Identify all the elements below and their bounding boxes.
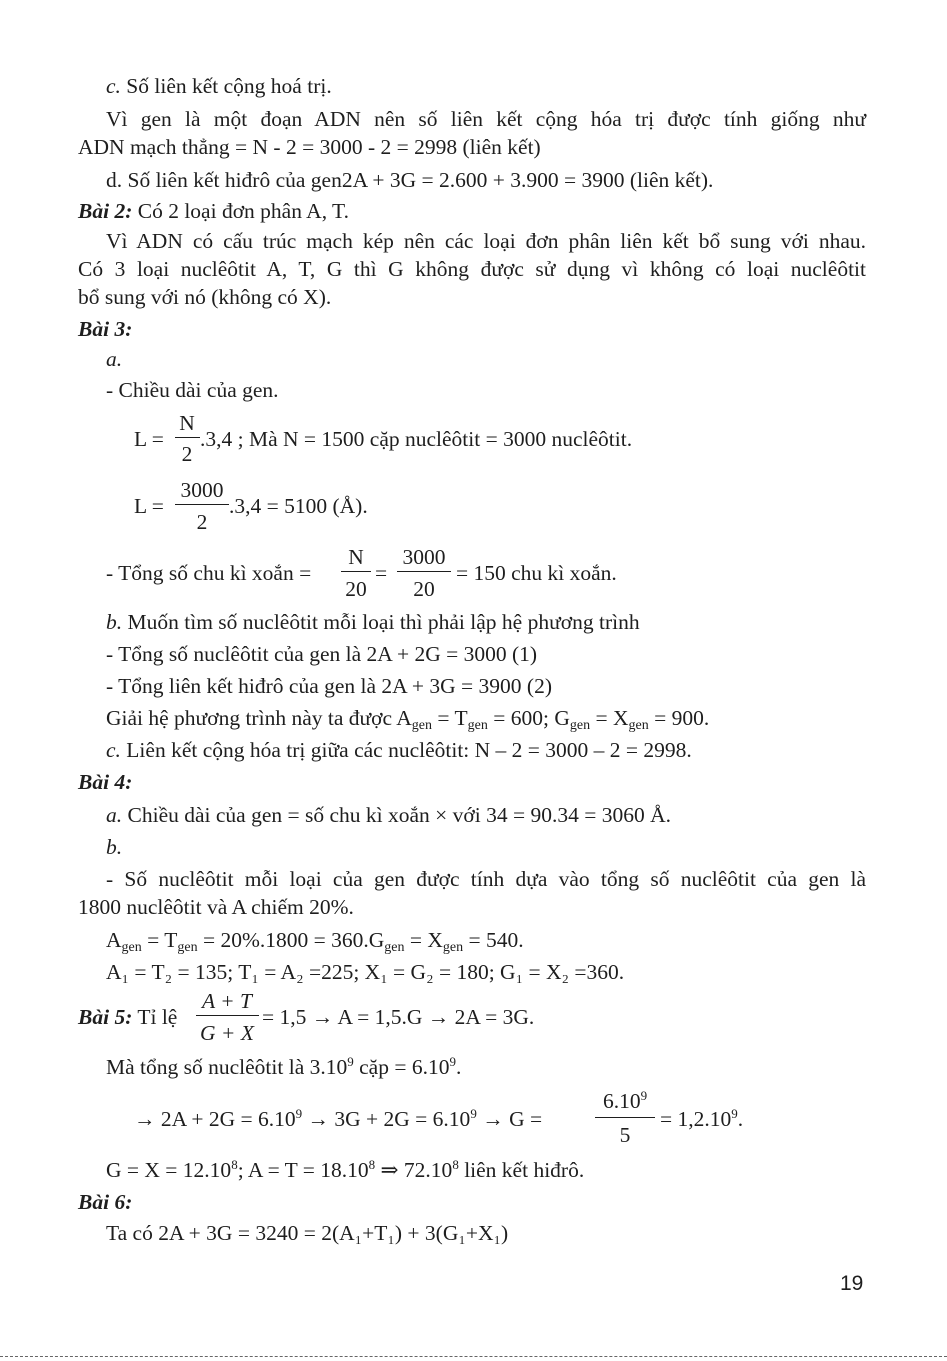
- item-label: c.: [106, 74, 121, 98]
- fraction-denominator: 2: [196, 510, 208, 534]
- formula-lhs: - Tổng số chu kì xoắn =: [106, 561, 312, 585]
- equation-line: A₁ = T₂ = 135; T₁ = A₂ =225; X₁ = G₂ = 180; G₁ = X₂ =360.: [106, 960, 625, 984]
- item-label: b.: [106, 610, 123, 634]
- fraction-bar: [397, 571, 451, 572]
- fraction-numerator: N: [348, 545, 364, 569]
- fraction-denominator: 2: [181, 442, 193, 466]
- item-a-line: [106, 802, 671, 828]
- formula-lhs: L =: [134, 427, 164, 451]
- fraction-bar: [175, 437, 200, 438]
- exercise-text: Tỉ lệ: [132, 1005, 178, 1029]
- equation-line: → $2A + 2G = 6.10^9 \to 3G + 2G = 6.10^9 \to G$ =: [134, 1106, 543, 1131]
- formula-rest: .3,4 = 5100 (Å).: [229, 494, 368, 518]
- item-b-line: [106, 609, 640, 635]
- exercise-label: Bài 5:: [78, 1005, 133, 1029]
- exercise-text: Có 2 loại đơn phân A, T.: [132, 199, 349, 223]
- paragraph-line: - Tổng số nuclêôtit của gen là 2A + 2G = 3000 (1): [106, 642, 538, 666]
- equation-line: Ta có 2A + 3G = 3240 = 2(A₁+T₁) + 3(G₁+X₁): [106, 1221, 509, 1245]
- fraction-denominator: 20: [345, 577, 367, 601]
- formula-lhs: L =: [134, 494, 164, 518]
- equation-line: $G = X = 12.10^8$; $A = T = 18.10^8$ ⇒ 72.10$^8$ liên kết hiđrô.: [106, 1157, 585, 1182]
- bottom-rule: [0, 1356, 947, 1357]
- formula-rest: = 1,5 → A = 1,5.G → 2A = 3G.: [262, 1005, 535, 1029]
- fraction-numerator: 3000: [402, 545, 446, 569]
- formula-rest: = 150 chu kì xoắn.: [456, 561, 617, 585]
- paragraph-line: - Tổng liên kết hiđrô của gen là 2A + 3G = 3900 (2): [106, 674, 552, 698]
- exercise-6-heading: Bài 6:: [78, 1190, 133, 1214]
- exercise-label: Bài 2:: [78, 199, 133, 223]
- item-text: Chiều dài của gen = số chu kì xoắn × với 34 = 90.34 = 3060 Å.: [122, 803, 672, 827]
- exercise-3-heading: Bài 3:: [78, 317, 133, 341]
- paragraph-line: bổ sung với nó (không có X).: [78, 285, 332, 309]
- exercise-2-heading: [78, 198, 349, 224]
- heading-text: Số liên kết cộng hoá trị.: [120, 74, 332, 98]
- paragraph-line: Mà tổng số nuclêôtit là 3.10$^9$ cặp = $6.10^9$.: [106, 1054, 462, 1079]
- exercise-5-heading: [78, 1004, 177, 1030]
- paragraph-line: 1800 nuclêôtit và A chiếm 20%.: [78, 895, 354, 919]
- equals-sign: =: [375, 561, 388, 585]
- section-d-line: d. Số liên kết hiđrô của gen2A + 3G = 2.600 + 3.900 = 3900 (liên kết).: [106, 168, 714, 192]
- fraction-numerator: 6.10$^9$: [602, 1088, 648, 1113]
- fraction-numerator: 3000: [180, 478, 224, 502]
- fraction-bar: [175, 504, 229, 505]
- item-label: a.: [106, 803, 123, 827]
- equation-line: $A_{gen} = T_{gen} = 20\%.1800 = 360.G_{gen} = X_{gen} = 540$.: [106, 928, 524, 955]
- fraction-denominator: 5: [619, 1123, 631, 1147]
- paragraph-line: - Số nuclêôtit mỗi loại của gen được tính dựa vào tổng số nuclêôtit của gen là: [106, 867, 866, 891]
- paragraph-line: Có 3 loại nuclêôtit A, T, G thì G không được sử dụng vì không có loại nuclêôtit: [78, 257, 866, 281]
- page-number: 19: [840, 1272, 864, 1295]
- item-label: b.: [106, 835, 123, 859]
- fraction-denominator: 20: [413, 577, 435, 601]
- fraction-bar: [196, 1015, 259, 1016]
- item-label: a.: [106, 347, 123, 371]
- paragraph-line: Vì gen là một đoạn ADN nên số liên kết cộng hóa trị được tính giống như: [106, 107, 866, 131]
- paragraph-line: Vì ADN có cấu trúc mạch kép nên các loại đơn phân liên kết bổ sung với nhau.: [106, 229, 866, 253]
- item-label: c.: [106, 738, 121, 762]
- exercise-4-heading: Bài 4:: [78, 770, 133, 794]
- section-c-heading: [106, 73, 332, 99]
- paragraph-line: ADN mạch thẳng = N - 2 = 3000 - 2 = 2998 (liên kết): [78, 135, 541, 159]
- fraction-denominator: G + X: [200, 1021, 254, 1045]
- fraction-bar: [341, 571, 371, 572]
- formula-rest: .3,4 ; Mà N = 1500 cặp nuclêôtit = 3000 nuclêôtit.: [200, 427, 633, 451]
- fraction-bar: [595, 1117, 655, 1118]
- item-text: Muốn tìm số nuclêôtit mỗi loại thì phải lập hệ phương trình: [122, 610, 640, 634]
- item-text: Liên kết cộng hóa trị giữa các nuclêôtit: N – 2 = 3000 – 2 = 2998.: [120, 738, 692, 762]
- fraction-numerator: A + T: [202, 989, 252, 1013]
- solution-line: Giải hệ phương trình này ta được $A_{gen} = T_{gen} = 600$; $G_{gen} = X_{gen} = 900$.: [106, 706, 710, 733]
- formula-rest: = $1,2.10^9$.: [660, 1106, 744, 1131]
- item-c-line: [106, 737, 692, 763]
- fraction-numerator: N: [179, 411, 195, 435]
- paragraph-line: - Chiều dài của gen.: [106, 378, 279, 402]
